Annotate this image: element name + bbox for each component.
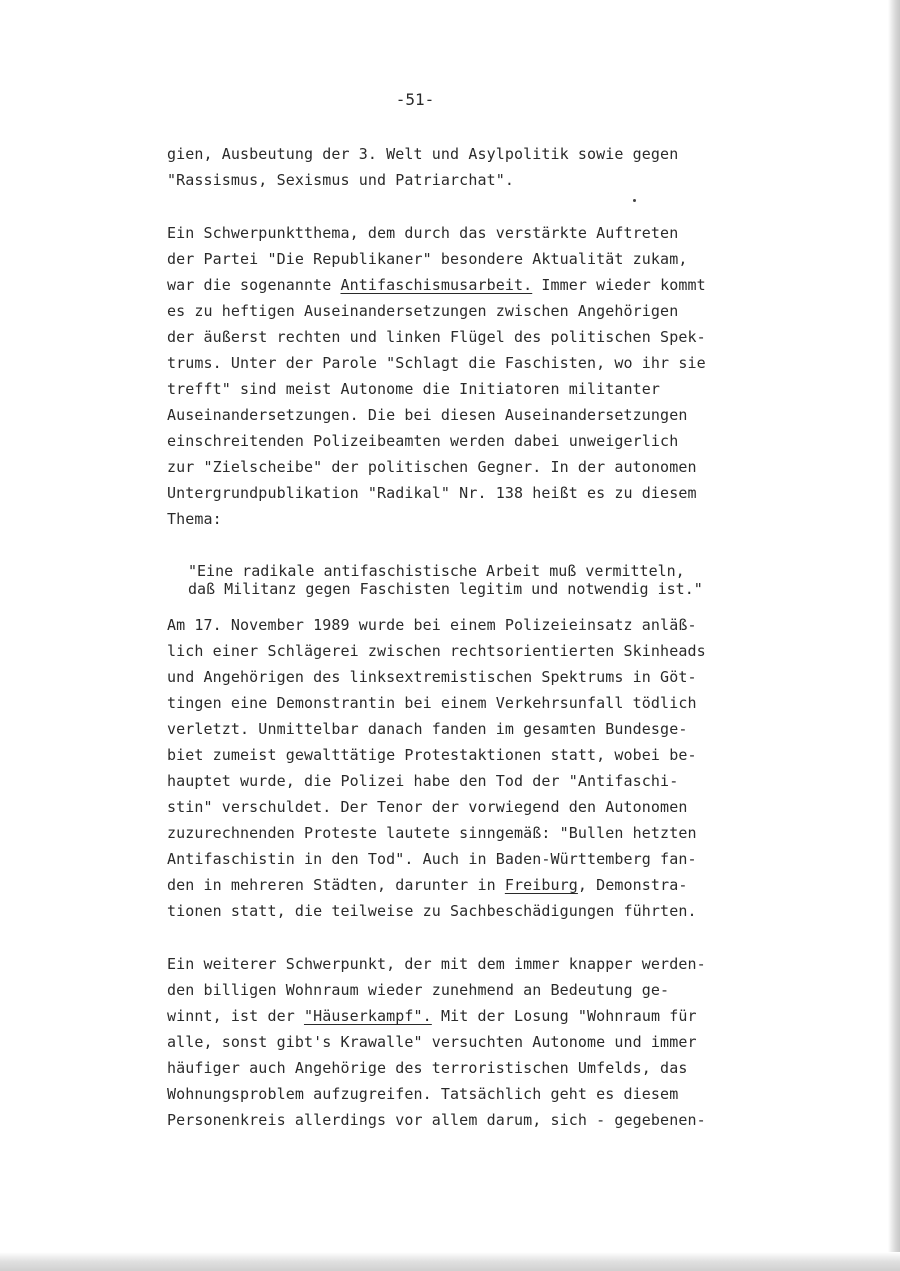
paragraph-line: Wohnungsproblem aufzugreifen. Tatsächlich geht es diesem xyxy=(167,1085,679,1103)
paragraph-line: der äußerst rechten und linken Flügel des politischen Spek- xyxy=(167,328,706,346)
paragraph-line: Auseinandersetzungen. Die bei diesen Auseinandersetzungen xyxy=(167,406,688,424)
paragraph-line: Antifaschistin in den Tod". Auch in Baden-Württemberg fan- xyxy=(167,850,697,868)
paragraph-line: hauptet wurde, die Polizei habe den Tod der "Antifaschi- xyxy=(167,772,679,790)
paragraph-line: es zu heftigen Auseinandersetzungen zwischen Angehörigen xyxy=(167,302,679,320)
block-quote xyxy=(188,562,808,598)
paragraph-line: trefft" sind meist Autonome die Initiatoren militanter xyxy=(167,380,661,398)
paragraph-line: den billigen Wohnraum wieder zunehmend an Bedeutung ge- xyxy=(167,981,670,999)
paragraph-line: verletzt. Unmittelbar danach fanden im gesamten Bundesge- xyxy=(167,720,688,738)
paragraph-line xyxy=(167,272,817,298)
paragraph-line: trums. Unter der Parole "Schlagt die Faschisten, wo ihr sie xyxy=(167,354,706,372)
paragraph-line: Am 17. November 1989 wurde bei einem Polizeieinsatz anläß- xyxy=(167,616,697,634)
text-run: den in mehreren Städten, darunter in xyxy=(167,876,505,894)
paragraph-3 xyxy=(167,612,817,924)
page-bottom-shadow xyxy=(0,1252,900,1271)
text-run: Immer wieder kommt xyxy=(532,276,706,294)
paragraph-line xyxy=(167,1003,817,1029)
paragraph-line: tingen eine Demonstrantin bei einem Verkehrsunfall tödlich xyxy=(167,694,697,712)
paragraph-4 xyxy=(167,951,817,1133)
underlined-term: Freiburg xyxy=(504,876,578,894)
underlined-term: Antifaschismusarbeit. xyxy=(340,276,533,294)
scan-speck xyxy=(633,199,636,202)
text-run: war die sogenannte xyxy=(167,276,341,294)
text-run: Mit der Losung "Wohnraum für xyxy=(431,1007,697,1025)
paragraph-line: stin" verschuldet. Der Tenor der vorwiegend den Autonomen xyxy=(167,798,688,816)
paragraph-2 xyxy=(167,220,817,532)
text-run: winnt, ist der xyxy=(167,1007,304,1025)
quote-line: daß Militanz gegen Faschisten legitim und notwendig ist." xyxy=(188,580,703,598)
paragraph-line: Untergrundpublikation "Radikal" Nr. 138 heißt es zu diesem xyxy=(167,484,697,502)
quote-line: "Eine radikale antifaschistische Arbeit muß vermitteln, xyxy=(188,562,685,580)
page-number: -51- xyxy=(395,90,435,109)
paragraph-line: zuzurechnenden Proteste lautete sinngemäß: "Bullen hetzten xyxy=(167,824,697,842)
paragraph-line: Ein Schwerpunktthema, dem durch das verstärkte Auftreten xyxy=(167,224,679,242)
paragraph-line: einschreitenden Polizeibeamten werden dabei unweigerlich xyxy=(167,432,679,450)
page-edge-shadow xyxy=(888,0,900,1271)
text-run: , Demonstra- xyxy=(577,876,688,894)
underlined-term: "Häuserkampf". xyxy=(303,1007,432,1025)
paragraph-line: der Partei "Die Republikaner" besondere Aktualität zukam, xyxy=(167,250,688,268)
paragraph-line: und Angehörigen des linksextremistischen Spektrums in Göt- xyxy=(167,668,697,686)
paragraph-line: zur "Zielscheibe" der politischen Gegner. In der autonomen xyxy=(167,458,697,476)
paragraph-line: tionen statt, die teilweise zu Sachbeschädigungen führten. xyxy=(167,902,697,920)
paragraph-1 xyxy=(167,141,817,193)
paragraph-line: "Rassismus, Sexismus und Patriarchat". xyxy=(167,171,514,189)
paragraph-line: alle, sonst gibt's Krawalle" versuchten Autonome und immer xyxy=(167,1033,697,1051)
paragraph-line: häufiger auch Angehörige des terroristischen Umfelds, das xyxy=(167,1059,688,1077)
paragraph-line: Thema: xyxy=(167,510,222,528)
paragraph-line: lich einer Schlägerei zwischen rechtsorientierten Skinheads xyxy=(167,642,706,660)
paragraph-line: Ein weiterer Schwerpunkt, der mit dem immer knapper werden- xyxy=(167,955,706,973)
paragraph-line xyxy=(167,872,817,898)
paragraph-line: Personenkreis allerdings vor allem darum, sich - gegebenen- xyxy=(167,1111,706,1129)
paragraph-line: biet zumeist gewalttätige Protestaktionen statt, wobei be- xyxy=(167,746,697,764)
paragraph-line: gien, Ausbeutung der 3. Welt und Asylpolitik sowie gegen xyxy=(167,145,679,163)
